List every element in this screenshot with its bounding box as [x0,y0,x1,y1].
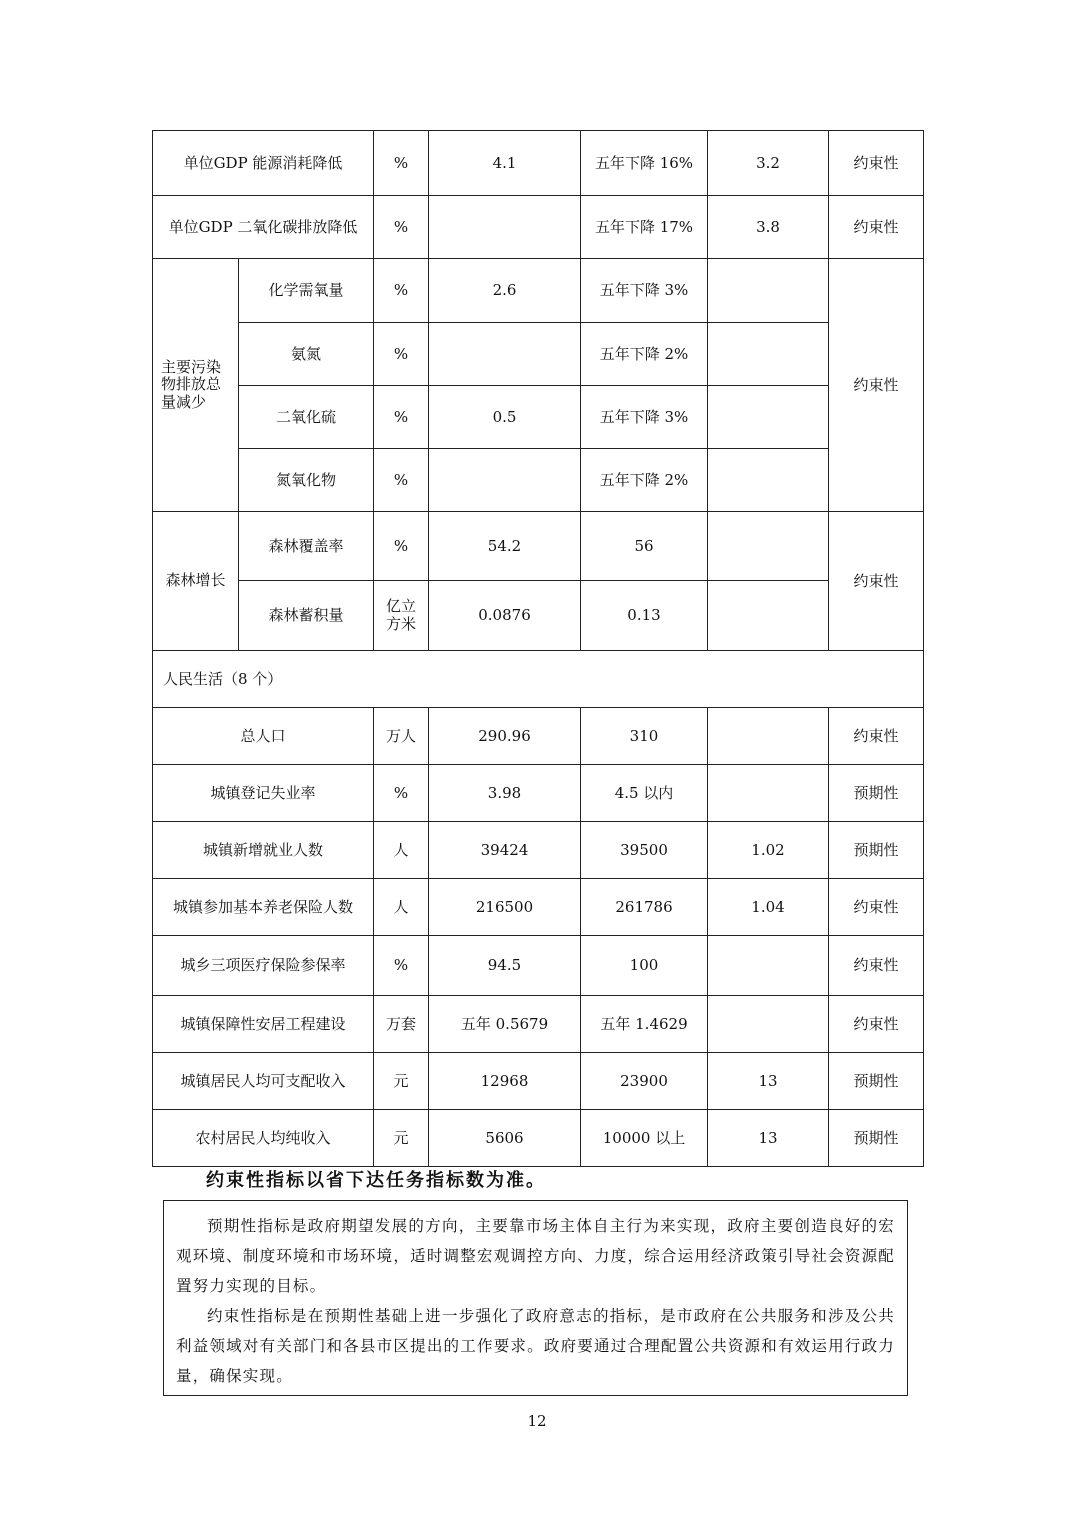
base-cell: 12968 [429,1053,581,1110]
unit-cell: 万人 [374,708,429,765]
table-row [153,1110,924,1167]
growth-cell [708,323,829,386]
base-cell [429,323,581,386]
table-row [153,323,924,386]
growth-cell [708,708,829,765]
attribute-cell: 约束性 [829,512,924,651]
growth-cell [708,259,829,323]
explanation-box [163,1200,908,1396]
target-cell: 五年 1.4629 [581,996,708,1053]
attribute-cell: 预期性 [829,1053,924,1110]
attribute-cell: 约束性 [829,259,924,512]
growth-cell [708,996,829,1053]
unit-cell: % [374,765,429,822]
target-cell: 23900 [581,1053,708,1110]
target-cell: 五年下降 3% [581,259,708,323]
unit-cell: 元 [374,1053,429,1110]
attribute-cell: 预期性 [829,822,924,879]
indicator-name: 城镇登记失业率 [153,765,374,822]
table-row [153,259,924,323]
unit-cell: % [374,259,429,323]
unit-cell: % [374,386,429,449]
section-header-row [153,651,924,708]
unit-cell: 人 [374,879,429,936]
growth-cell [708,765,829,822]
explanation-paragraph: 预期性指标是政府期望发展的方向，主要靠市场主体自主行为来实现，政府主要创造良好的宏观环境、制度环境和市场环境，适时调整宏观调控方向、力度，综合运用经济政策引导社会资源配置努力实现的目标。 [176,1217,895,1295]
explanation-paragraph: 约束性指标是在预期性基础上进一步强化了政府意志的指标，是市政府在公共服务和涉及公共利益领域对有关部门和各县市区提出的工作要求。政府要通过合理配置公共资源和有效运用行政力量，确保实现。 [176,1307,895,1385]
target-cell: 五年下降 2% [581,323,708,386]
attribute-cell: 预期性 [829,765,924,822]
table-row [153,1053,924,1110]
unit-cell: % [374,131,429,196]
attribute-cell: 预期性 [829,1110,924,1167]
base-cell: 39424 [429,822,581,879]
base-cell: 54.2 [429,512,581,581]
indicator-name: 城镇居民人均可支配收入 [153,1053,374,1110]
base-cell: 0.5 [429,386,581,449]
base-cell: 290.96 [429,708,581,765]
growth-cell: 1.02 [708,822,829,879]
table-row [153,996,924,1053]
attribute-cell: 约束性 [829,131,924,196]
table-row [153,708,924,765]
indicator-name: 城乡三项医疗保险参保率 [153,936,374,996]
indicator-name: 氨氮 [239,323,374,386]
indicator-name: 单位GDP 二氧化碳排放降低 [153,196,374,259]
table-row [153,512,924,581]
group-label: 森林增长 [153,512,239,651]
indicator-name: 农村居民人均纯收入 [153,1110,374,1167]
unit-cell: 人 [374,822,429,879]
growth-cell: 3.8 [708,196,829,259]
base-cell: 4.1 [429,131,581,196]
target-cell: 0.13 [581,581,708,651]
growth-cell: 1.04 [708,879,829,936]
base-cell: 94.5 [429,936,581,996]
unit-cell: % [374,449,429,512]
indicator-name: 森林覆盖率 [239,512,374,581]
indicator-name: 城镇参加基本养老保险人数 [153,879,374,936]
base-cell [429,449,581,512]
growth-cell [708,386,829,449]
target-cell: 五年下降 3% [581,386,708,449]
base-cell: 0.0876 [429,581,581,651]
base-cell: 2.6 [429,259,581,323]
table-row [153,879,924,936]
indicator-name: 二氧化硫 [239,386,374,449]
note-text: 约束性指标以省下达任务指标数为准。 [206,1170,546,1191]
indicator-name: 单位GDP 能源消耗降低 [153,131,374,196]
table-row [153,765,924,822]
growth-cell: 13 [708,1110,829,1167]
attribute-cell: 约束性 [829,996,924,1053]
indicator-table [152,130,924,1167]
base-cell: 5606 [429,1110,581,1167]
target-cell: 39500 [581,822,708,879]
target-cell: 五年下降 17% [581,196,708,259]
target-cell: 261786 [581,879,708,936]
unit-cell: % [374,323,429,386]
target-cell: 100 [581,936,708,996]
indicator-name: 城镇保障性安居工程建设 [153,996,374,1053]
indicator-name: 氮氧化物 [239,449,374,512]
table-row [153,196,924,259]
indicator-name: 总人口 [153,708,374,765]
attribute-cell: 约束性 [829,196,924,259]
growth-cell [708,581,829,651]
growth-cell [708,449,829,512]
unit-cell: % [374,196,429,259]
attribute-cell: 约束性 [829,708,924,765]
table-row [153,936,924,996]
target-cell: 56 [581,512,708,581]
section-header: 人民生活（8 个） [153,651,924,708]
target-cell: 五年下降 16% [581,131,708,196]
base-cell: 3.98 [429,765,581,822]
target-cell: 10000 以上 [581,1110,708,1167]
page-number: 12 [527,1412,547,1430]
attribute-cell: 约束性 [829,879,924,936]
growth-cell: 3.2 [708,131,829,196]
target-cell: 五年下降 2% [581,449,708,512]
indicator-name: 城镇新增就业人数 [153,822,374,879]
unit-cell: 元 [374,1110,429,1167]
table-row [153,822,924,879]
table-row [153,581,924,651]
group-label: 主要污染物排放总量减少 [153,259,239,512]
indicator-name: 森林蓄积量 [239,581,374,651]
table-row [153,449,924,512]
unit-cell: % [374,512,429,581]
target-cell: 4.5 以内 [581,765,708,822]
table-row [153,386,924,449]
unit-cell: 亿立方米 [374,581,429,651]
base-cell [429,196,581,259]
table-row [153,131,924,196]
target-cell: 310 [581,708,708,765]
unit-cell: 万套 [374,996,429,1053]
base-cell: 五年 0.5679 [429,996,581,1053]
growth-cell: 13 [708,1053,829,1110]
growth-cell [708,936,829,996]
unit-cell: % [374,936,429,996]
indicator-name: 化学需氧量 [239,259,374,323]
base-cell: 216500 [429,879,581,936]
growth-cell [708,512,829,581]
attribute-cell: 约束性 [829,936,924,996]
